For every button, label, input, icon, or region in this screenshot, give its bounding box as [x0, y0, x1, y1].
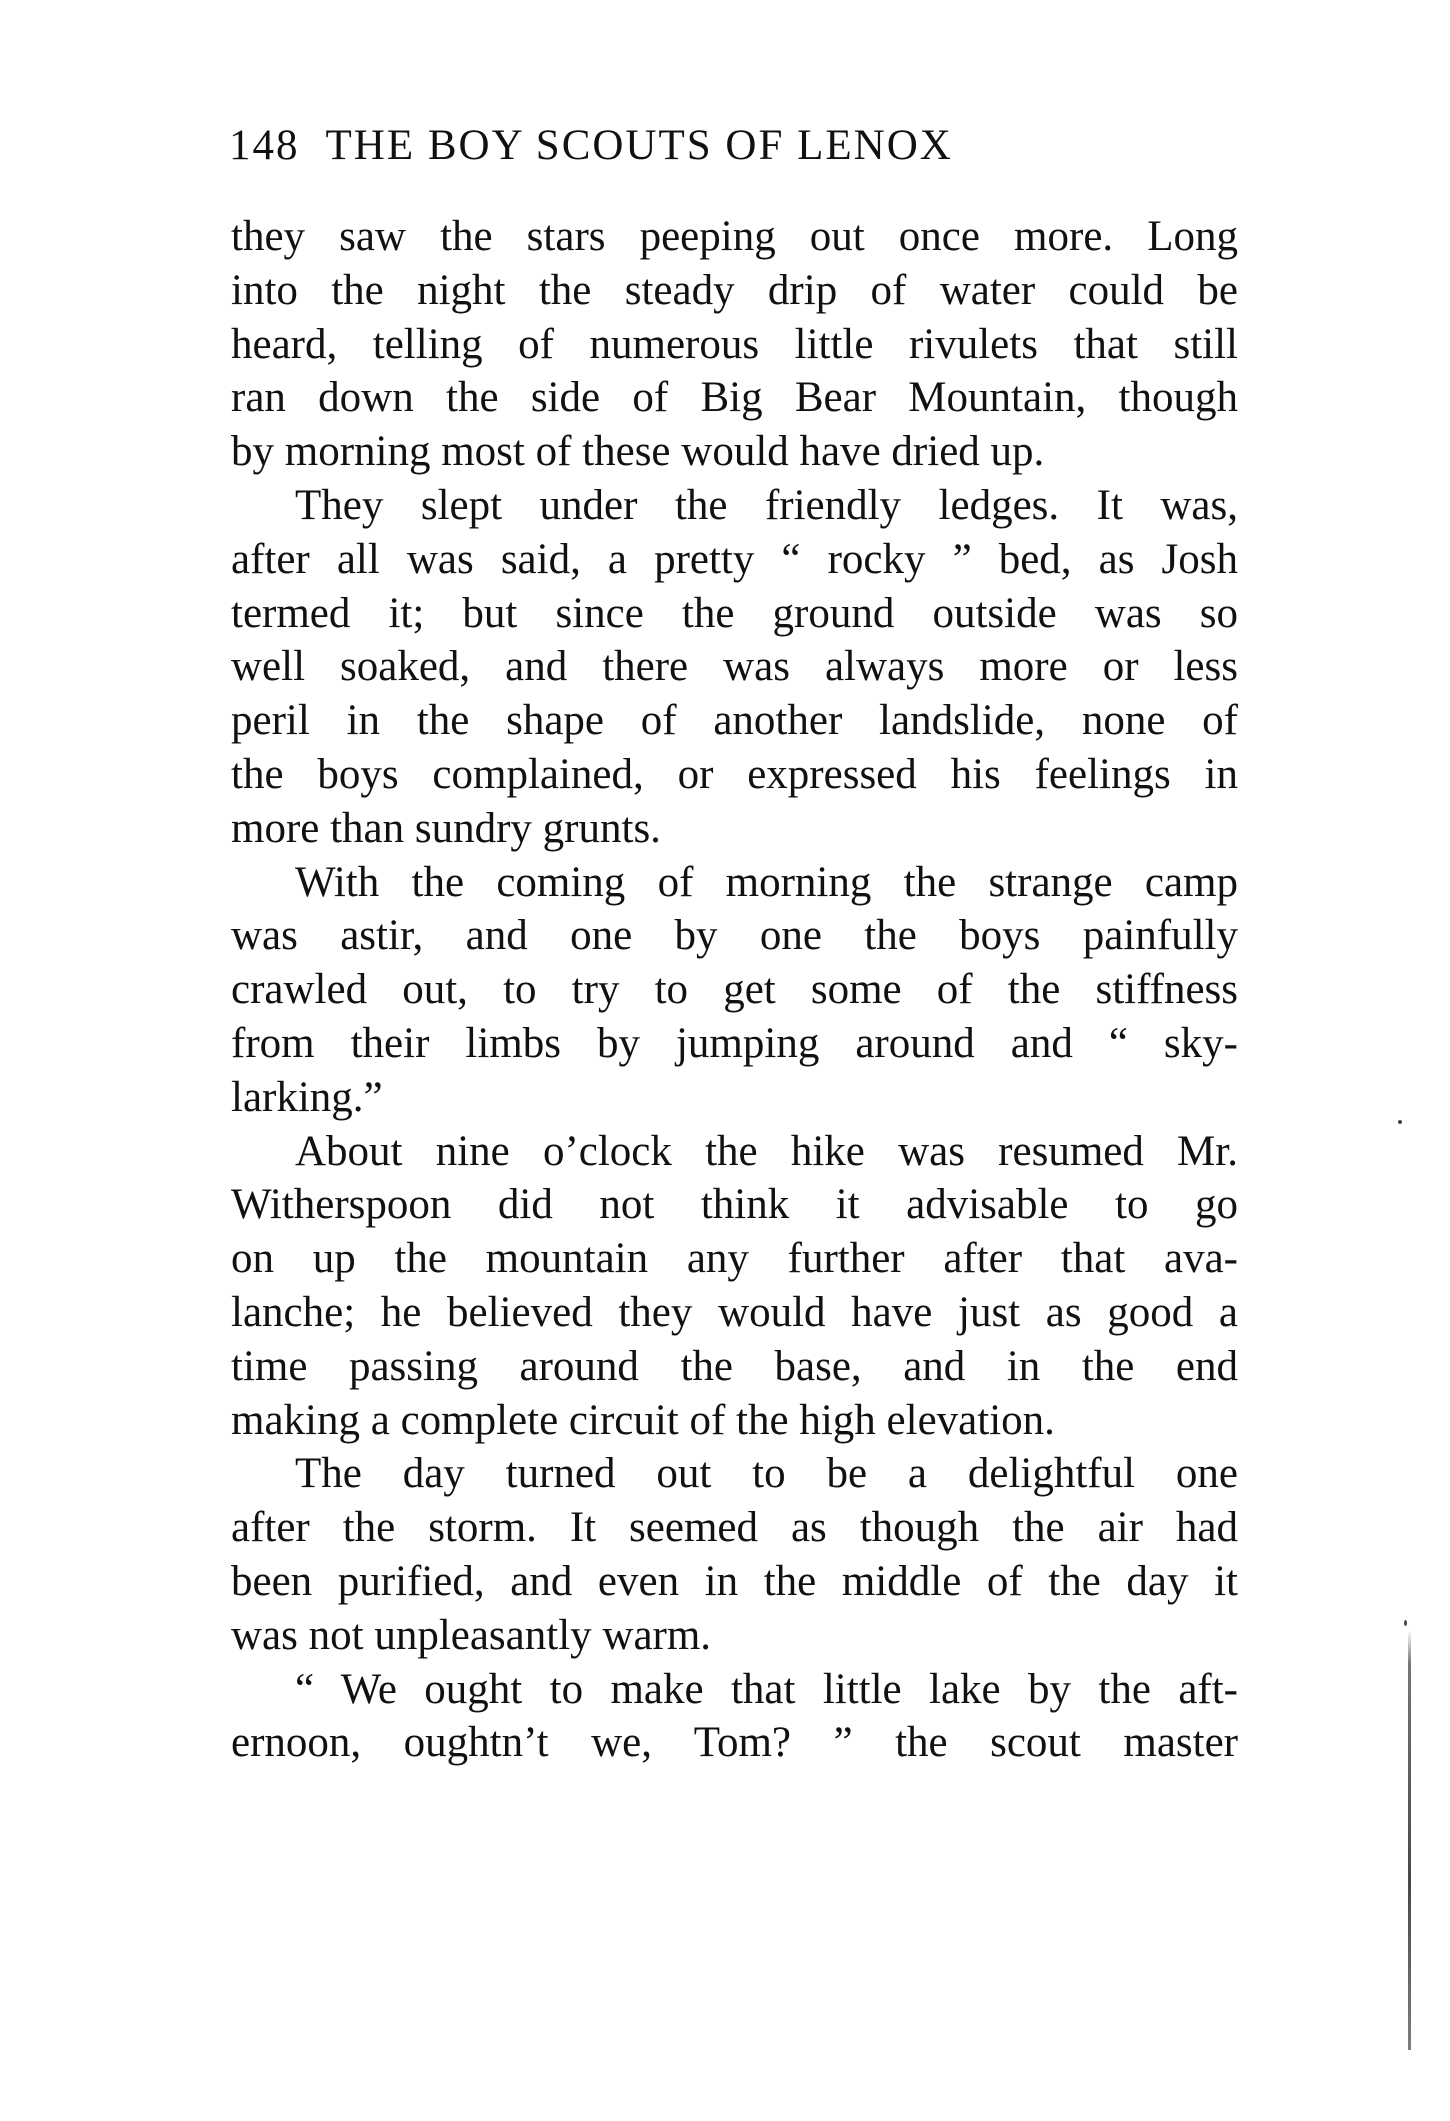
print-speck [1398, 1120, 1402, 1124]
text-line: lanche; he believed they would have just as good a [231, 1288, 1238, 1336]
page-number: 148 [229, 122, 300, 169]
print-speck [1404, 1620, 1407, 1626]
text-line: was astir, and one by one the boys painfully [231, 912, 1238, 960]
text-line: more than sundry grunts. [231, 804, 661, 852]
text-line: they saw the stars peeping out once more. Long [231, 213, 1238, 260]
text-line: With the coming of morning the strange camp [295, 858, 1238, 906]
body-text [231, 210, 1238, 1770]
text-line: by morning most of these would have dried up. [231, 428, 1045, 476]
text-line: About nine o’clock the hike was resumed Mr. [295, 1127, 1238, 1175]
text-line: from their limbs by jumping around and “ sky- [231, 1019, 1238, 1067]
text-line: Witherspoon did not think it advisable to go [231, 1181, 1238, 1229]
text-line: on up the mountain any further after that ava- [231, 1235, 1238, 1283]
text-line: was not unpleasantly warm. [231, 1611, 712, 1659]
text-line: well soaked, and there was always more or less [231, 643, 1238, 691]
text-line: ernoon, oughtn’t we, Tom? ” the scout master [231, 1719, 1238, 1767]
running-head [229, 116, 1239, 176]
running-title: THE BOY SCOUTS OF LENOX [325, 122, 953, 169]
text-line: into the night the steady drip of water could be [231, 266, 1238, 314]
text-line: making a complete circuit of the high elevation. [231, 1396, 1055, 1444]
text-line: ran down the side of Big Bear Mountain, though [231, 374, 1238, 422]
text-line: “ We ought to make that little lake by the aft- [295, 1665, 1238, 1713]
text-line: time passing around the base, and in the end [231, 1342, 1238, 1390]
text-line: crawled out, to try to get some of the stiffness [231, 966, 1238, 1014]
text-line: peril in the shape of another landslide, none of [231, 697, 1238, 745]
text-line: termed it; but since the ground outside was so [231, 589, 1238, 637]
page-edge-shadow [1408, 1630, 1411, 2050]
text-line: after all was said, a pretty “ rocky ” bed, as Josh [231, 535, 1238, 583]
text-line: heard, telling of numerous little rivulets that still [231, 320, 1238, 368]
text-line: after the storm. It seemed as though the air had [231, 1504, 1238, 1552]
text-line: the boys complained, or expressed his feelings in [231, 750, 1238, 798]
text-line: They slept under the friendly ledges. It was, [295, 481, 1238, 529]
text-line: The day turned out to be a delightful one [295, 1450, 1238, 1498]
text-line: been purified, and even in the middle of the day it [231, 1557, 1238, 1605]
text-line: larking.” [231, 1073, 383, 1121]
